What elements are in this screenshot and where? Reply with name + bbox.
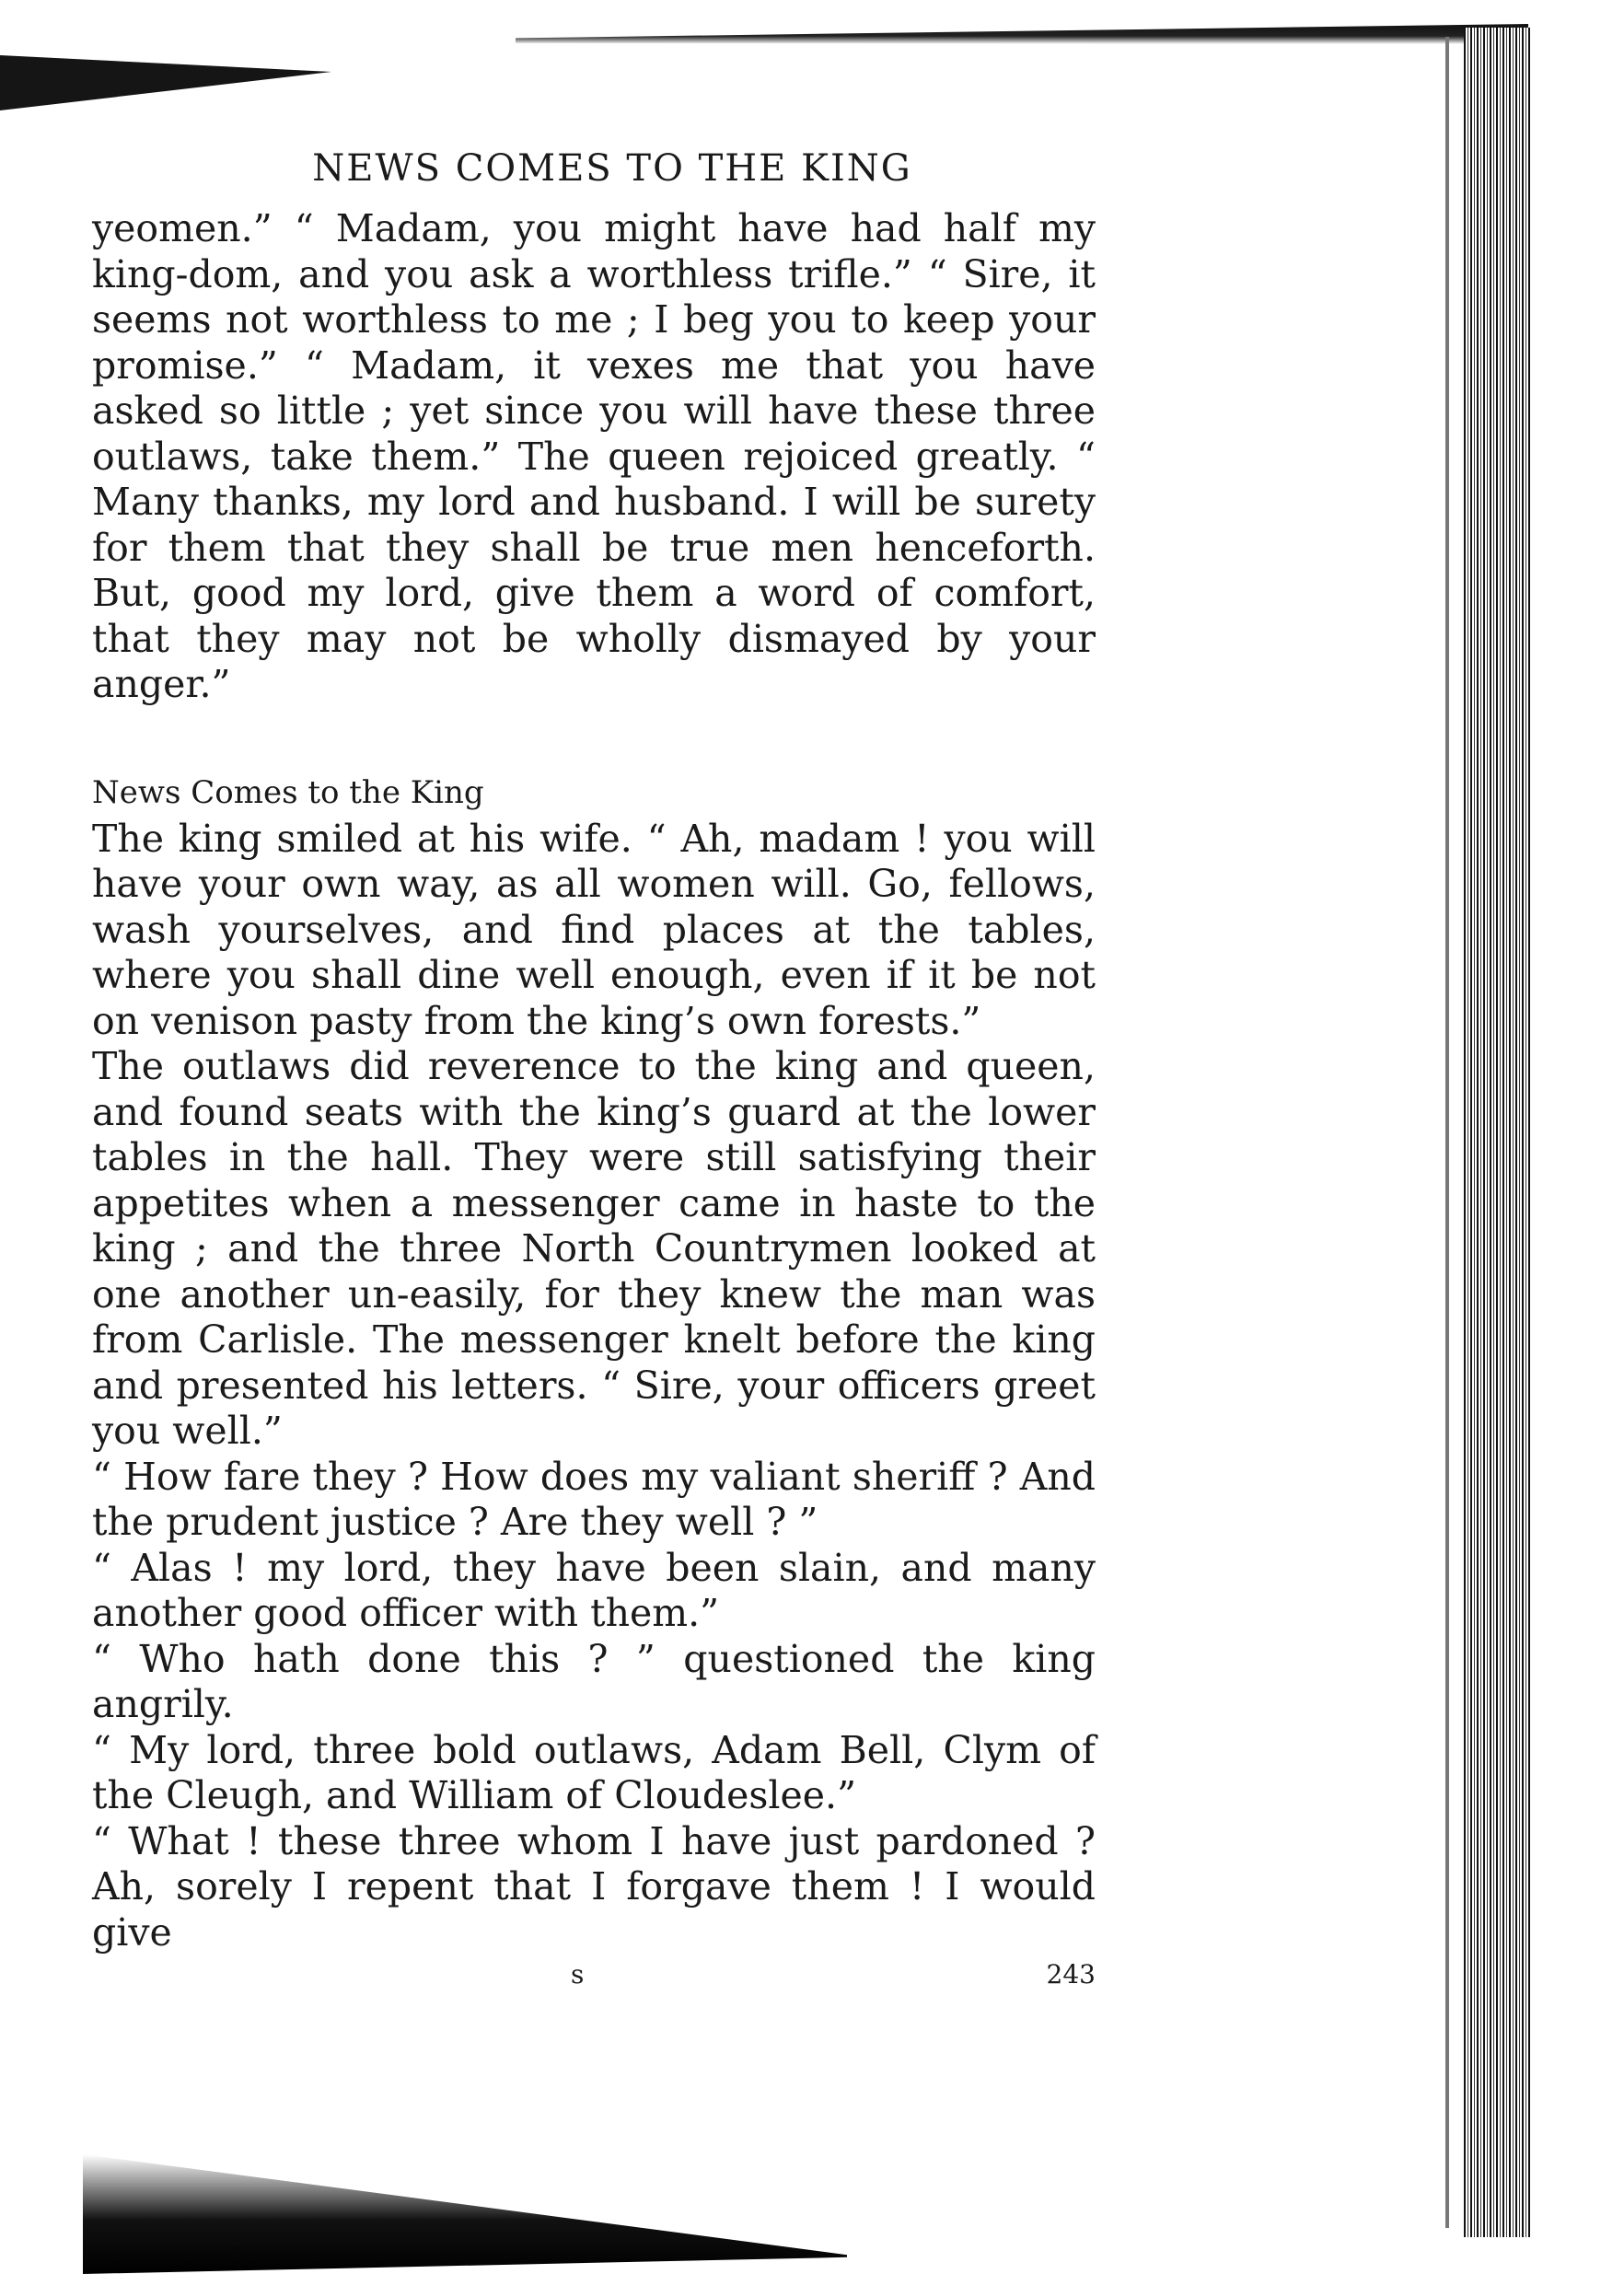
paragraph: The king smiled at his wife. “ Ah, madam ! you will have your own way, as all women will. Go, fellows, wash yourselves, and find places at the tables, where you shall dine well enough, even if it be not on venison pasty from the king’s own forests.” xyxy=(92,816,1096,1043)
paragraph: The outlaws did reverence to the king and queen, and found seats with the king’s guard at the lower tables in the hall. They were still satisfying their appetites when a messenger came in haste to the king ; and the three North Countrymen looked at one another un-easily, for they knew the man was from Carlisle. The messenger knelt before the king and presented his letters. “ Sire, your officers greet you well.” xyxy=(92,1044,1096,1453)
scan-shadow-left xyxy=(0,55,331,110)
body-text-top xyxy=(92,206,1096,708)
paragraph: yeomen.” “ Madam, you might have had half my king-dom, and you ask a worthless trifle.” “ Sire, it seems not worthless to me ; I beg you to keep your promise.” “ Madam, it vexes me that you have asked so little ; yet since you will have these three outlaws, take them.” The queen rejoiced greatly. “ Many thanks, my lord and husband. I will be surety for them that they shall be true men henceforth. But, good my lord, give them a word of comfort, that they may not be wholly dismayed by your anger.” xyxy=(92,206,1096,706)
page-number: 243 xyxy=(1046,1959,1096,1990)
paragraph: “ What ! these three whom I have just pardoned ? Ah, sorely I repent that I forgave them ! I would give xyxy=(92,1818,1096,1955)
page-footer xyxy=(92,1959,1096,1990)
signature-mark: s xyxy=(571,1959,585,1990)
book-page xyxy=(92,147,1096,1990)
section-heading: News Comes to the King xyxy=(92,773,484,811)
running-head: NEWS COMES TO THE KING xyxy=(312,147,912,190)
book-page-edges xyxy=(1464,28,1532,2237)
paragraph: “ Who hath done this ? ” questioned the king angrily. xyxy=(92,1636,1096,1726)
paragraph: “ My lord, three bold outlaws, Adam Bell, Clym of the Cleugh, and William of Cloudeslee.” xyxy=(92,1727,1096,1817)
scan-shadow-bottom xyxy=(83,2154,847,2274)
paragraph: “ How fare they ? How does my valiant sheriff ? And the prudent justice ? Are they well ? ” xyxy=(92,1454,1096,1544)
paragraph: “ Alas ! my lord, they have been slain, and many another good officer with them.” xyxy=(92,1545,1096,1635)
book-gutter-line xyxy=(1445,37,1449,2228)
scan-edge-top xyxy=(516,24,1528,44)
body-text-section xyxy=(92,817,1096,1956)
